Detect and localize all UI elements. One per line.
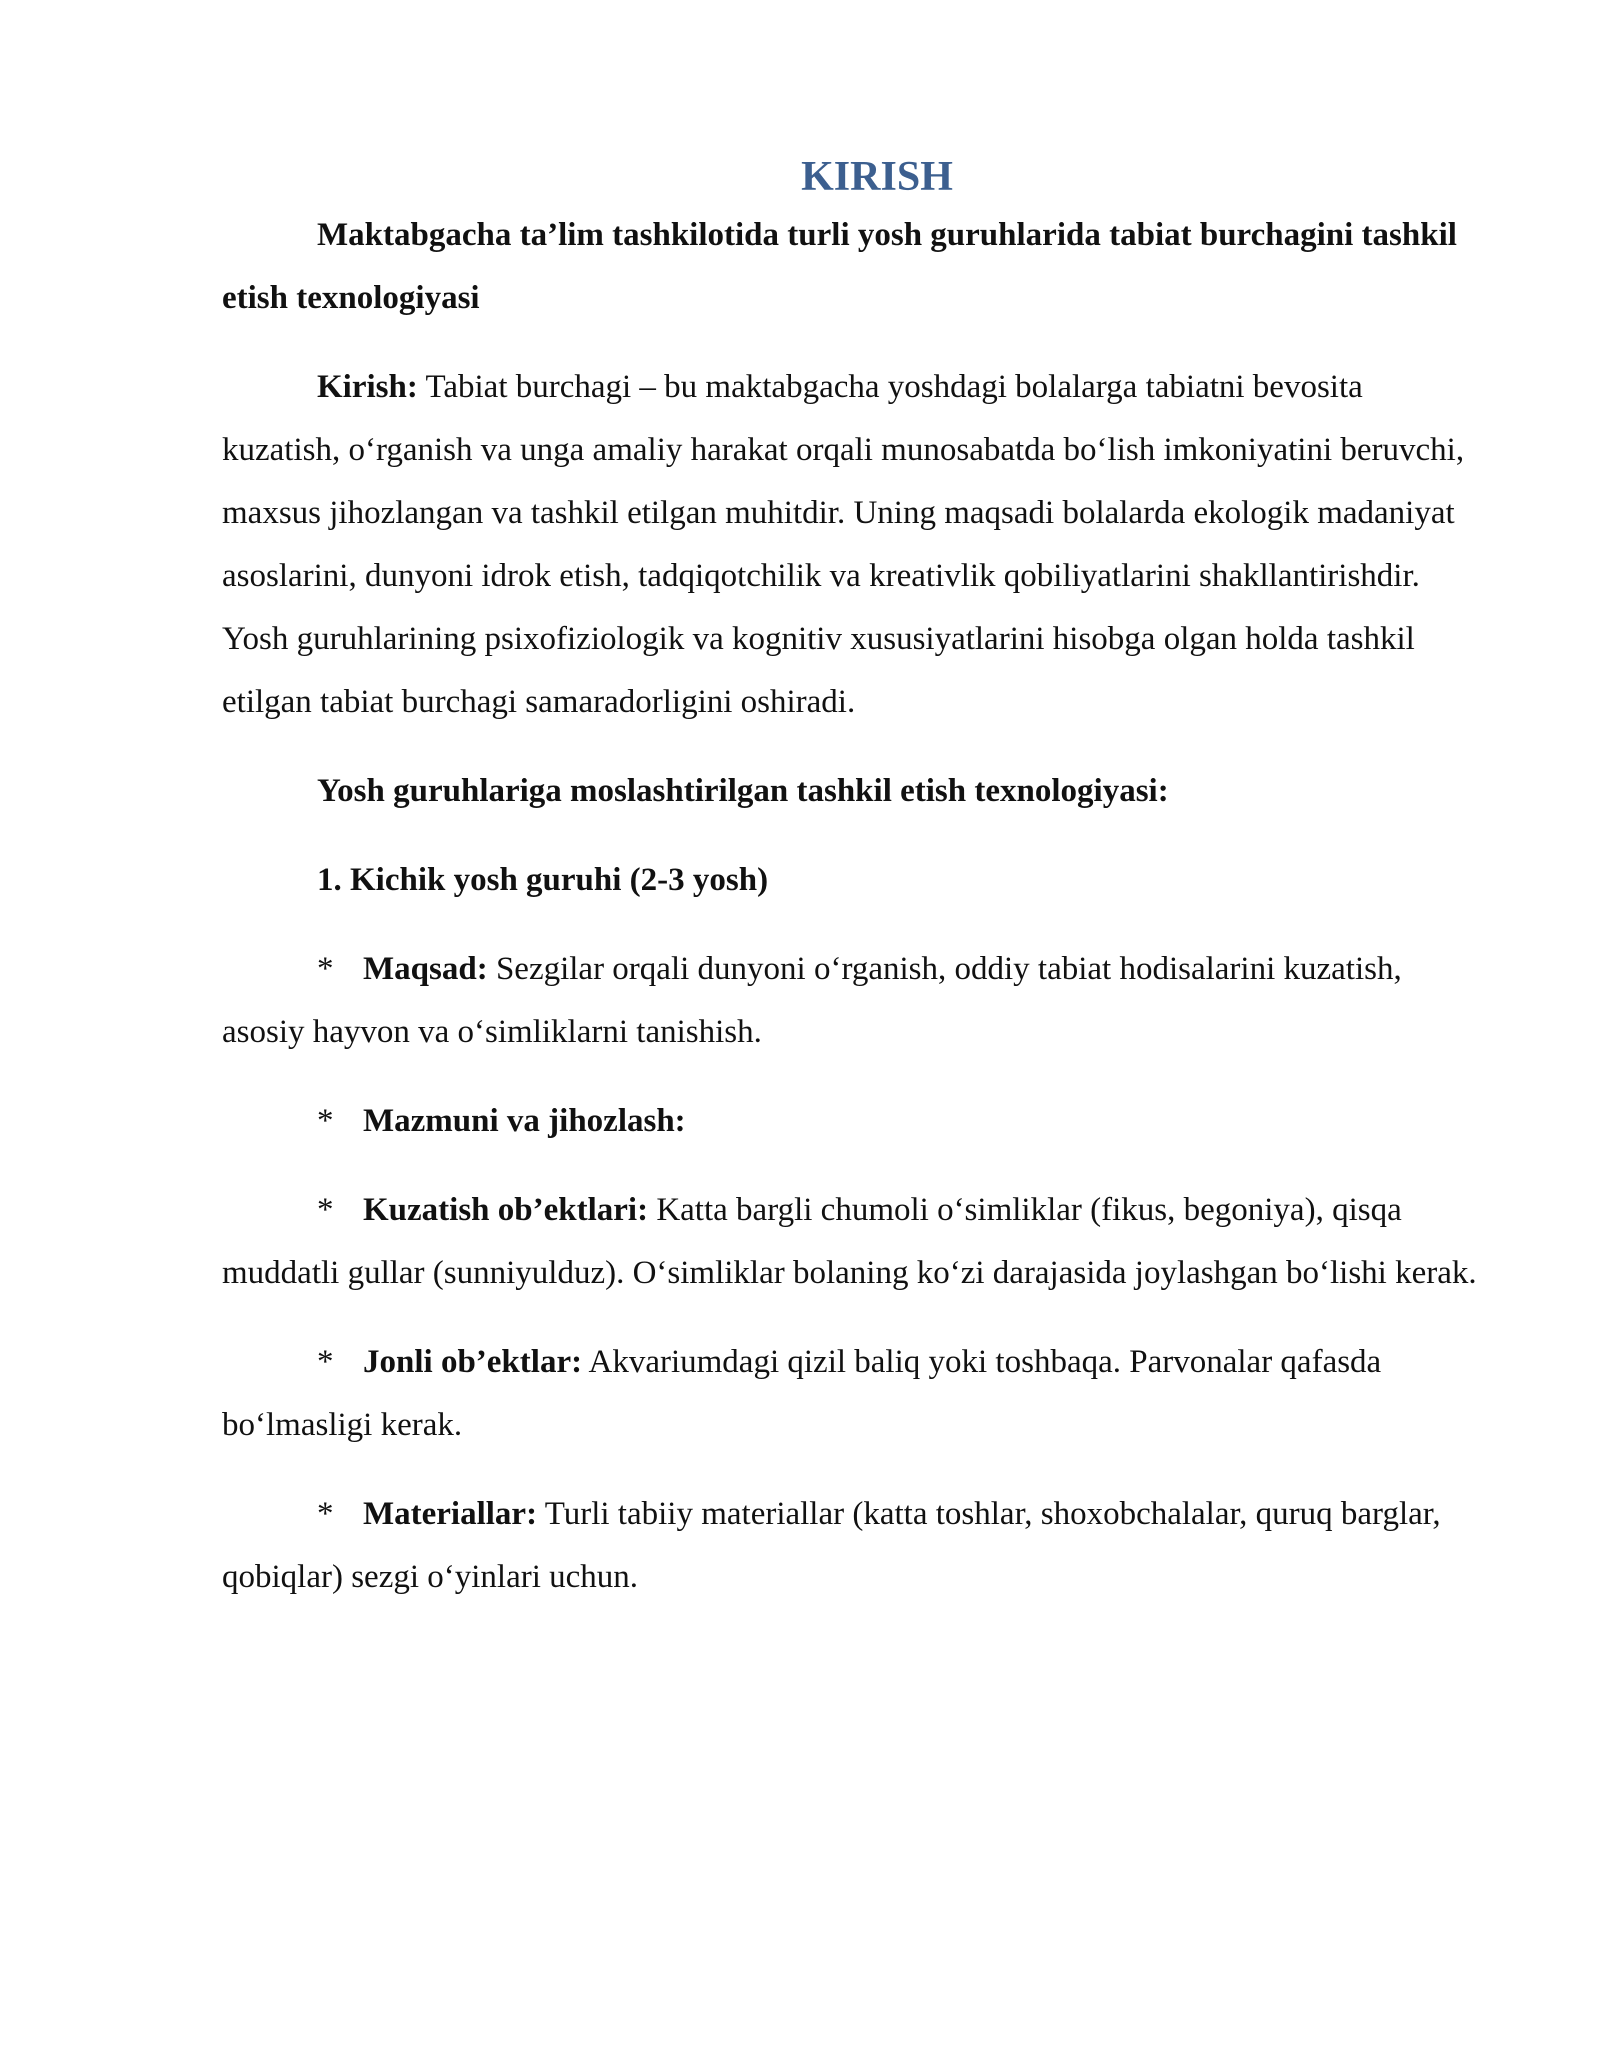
section-heading: Yosh guruhlariga moslashtirilgan tashkil etish texnologiyasi: [317, 773, 1169, 809]
bullet-text: Katta bargli chumoli o‘simliklar (fikus, begoniya), qisqa muddatli gullar (sunniyulduz). O‘simliklar bolaning ko‘zi darajasida joylashgan bo‘lishi kerak. [222, 1192, 1477, 1291]
bullet-item [222, 938, 1482, 1064]
bullet-item [222, 1179, 1482, 1305]
bullet-text: Turli tabiiy materiallar (katta toshlar, shoxobchalalar, quruq barglar, qobiqlar) sezgi o‘yinlari uchun. [222, 1496, 1441, 1595]
bullet-label: Maqsad: [363, 951, 488, 987]
intro-paragraph [222, 356, 1482, 734]
group-heading: 1. Kichik yosh guruhi (2-3 yosh) [317, 862, 769, 898]
document-page [222, 150, 1482, 1635]
page-title: KIRISH [801, 154, 953, 200]
bullet-label: Materiallar: [363, 1496, 538, 1532]
bullet-label: Kuzatish ob’ektlari: [363, 1192, 649, 1228]
bullet-marker: * [317, 1344, 334, 1380]
bullet-label: Jonli ob’ektlar: [363, 1344, 583, 1380]
bullet-item [222, 1483, 1482, 1609]
bullet-marker: * [317, 951, 334, 987]
document-subtitle: Maktabgacha ta’lim tashkilotida turli yosh guruhlarida tabiat burchagini tashkil etish texnologiyasi [222, 217, 1457, 316]
bullet-text: Sezgilar orqali dunyoni o‘rganish, oddiy tabiat hodisalarini kuzatish, asosiy hayvon va o‘simliklarni tanishish. [222, 951, 1402, 1050]
intro-label: Kirish: [317, 369, 418, 405]
bullet-marker: * [317, 1103, 334, 1139]
bullet-label: Mazmuni va jihozlash: [363, 1103, 686, 1139]
bullet-item [222, 1090, 1482, 1153]
bullet-marker: * [317, 1496, 334, 1532]
intro-text: Tabiat burchagi – bu maktabgacha yoshdagi bolalarga tabiatni bevosita kuzatish, o‘rganish va unga amaliy harakat orqali munosabatda bo‘lish imkoniyatini beruvchi, maxsus jihozlangan va tashkil etilgan muhitdir. Uning maqsadi bolalarda ekologik madaniyat asoslarini, dunyoni idrok etish, tadqiqotchilik va kreativlik qobiliyatlarini shakllantirishdir. Yosh guruhlarining psixofiziologik va kognitiv xususiyatlarini hisobga olgan holda tashkil etilgan tabiat burchagi samaradorligini oshiradi. [222, 369, 1465, 720]
bullet-text: Akvariumdagi qizil baliq yoki toshbaqa. Parvonalar qafasda bo‘lmasligi kerak. [222, 1344, 1382, 1443]
bullet-item [222, 1331, 1482, 1457]
bullet-marker: * [317, 1192, 334, 1228]
